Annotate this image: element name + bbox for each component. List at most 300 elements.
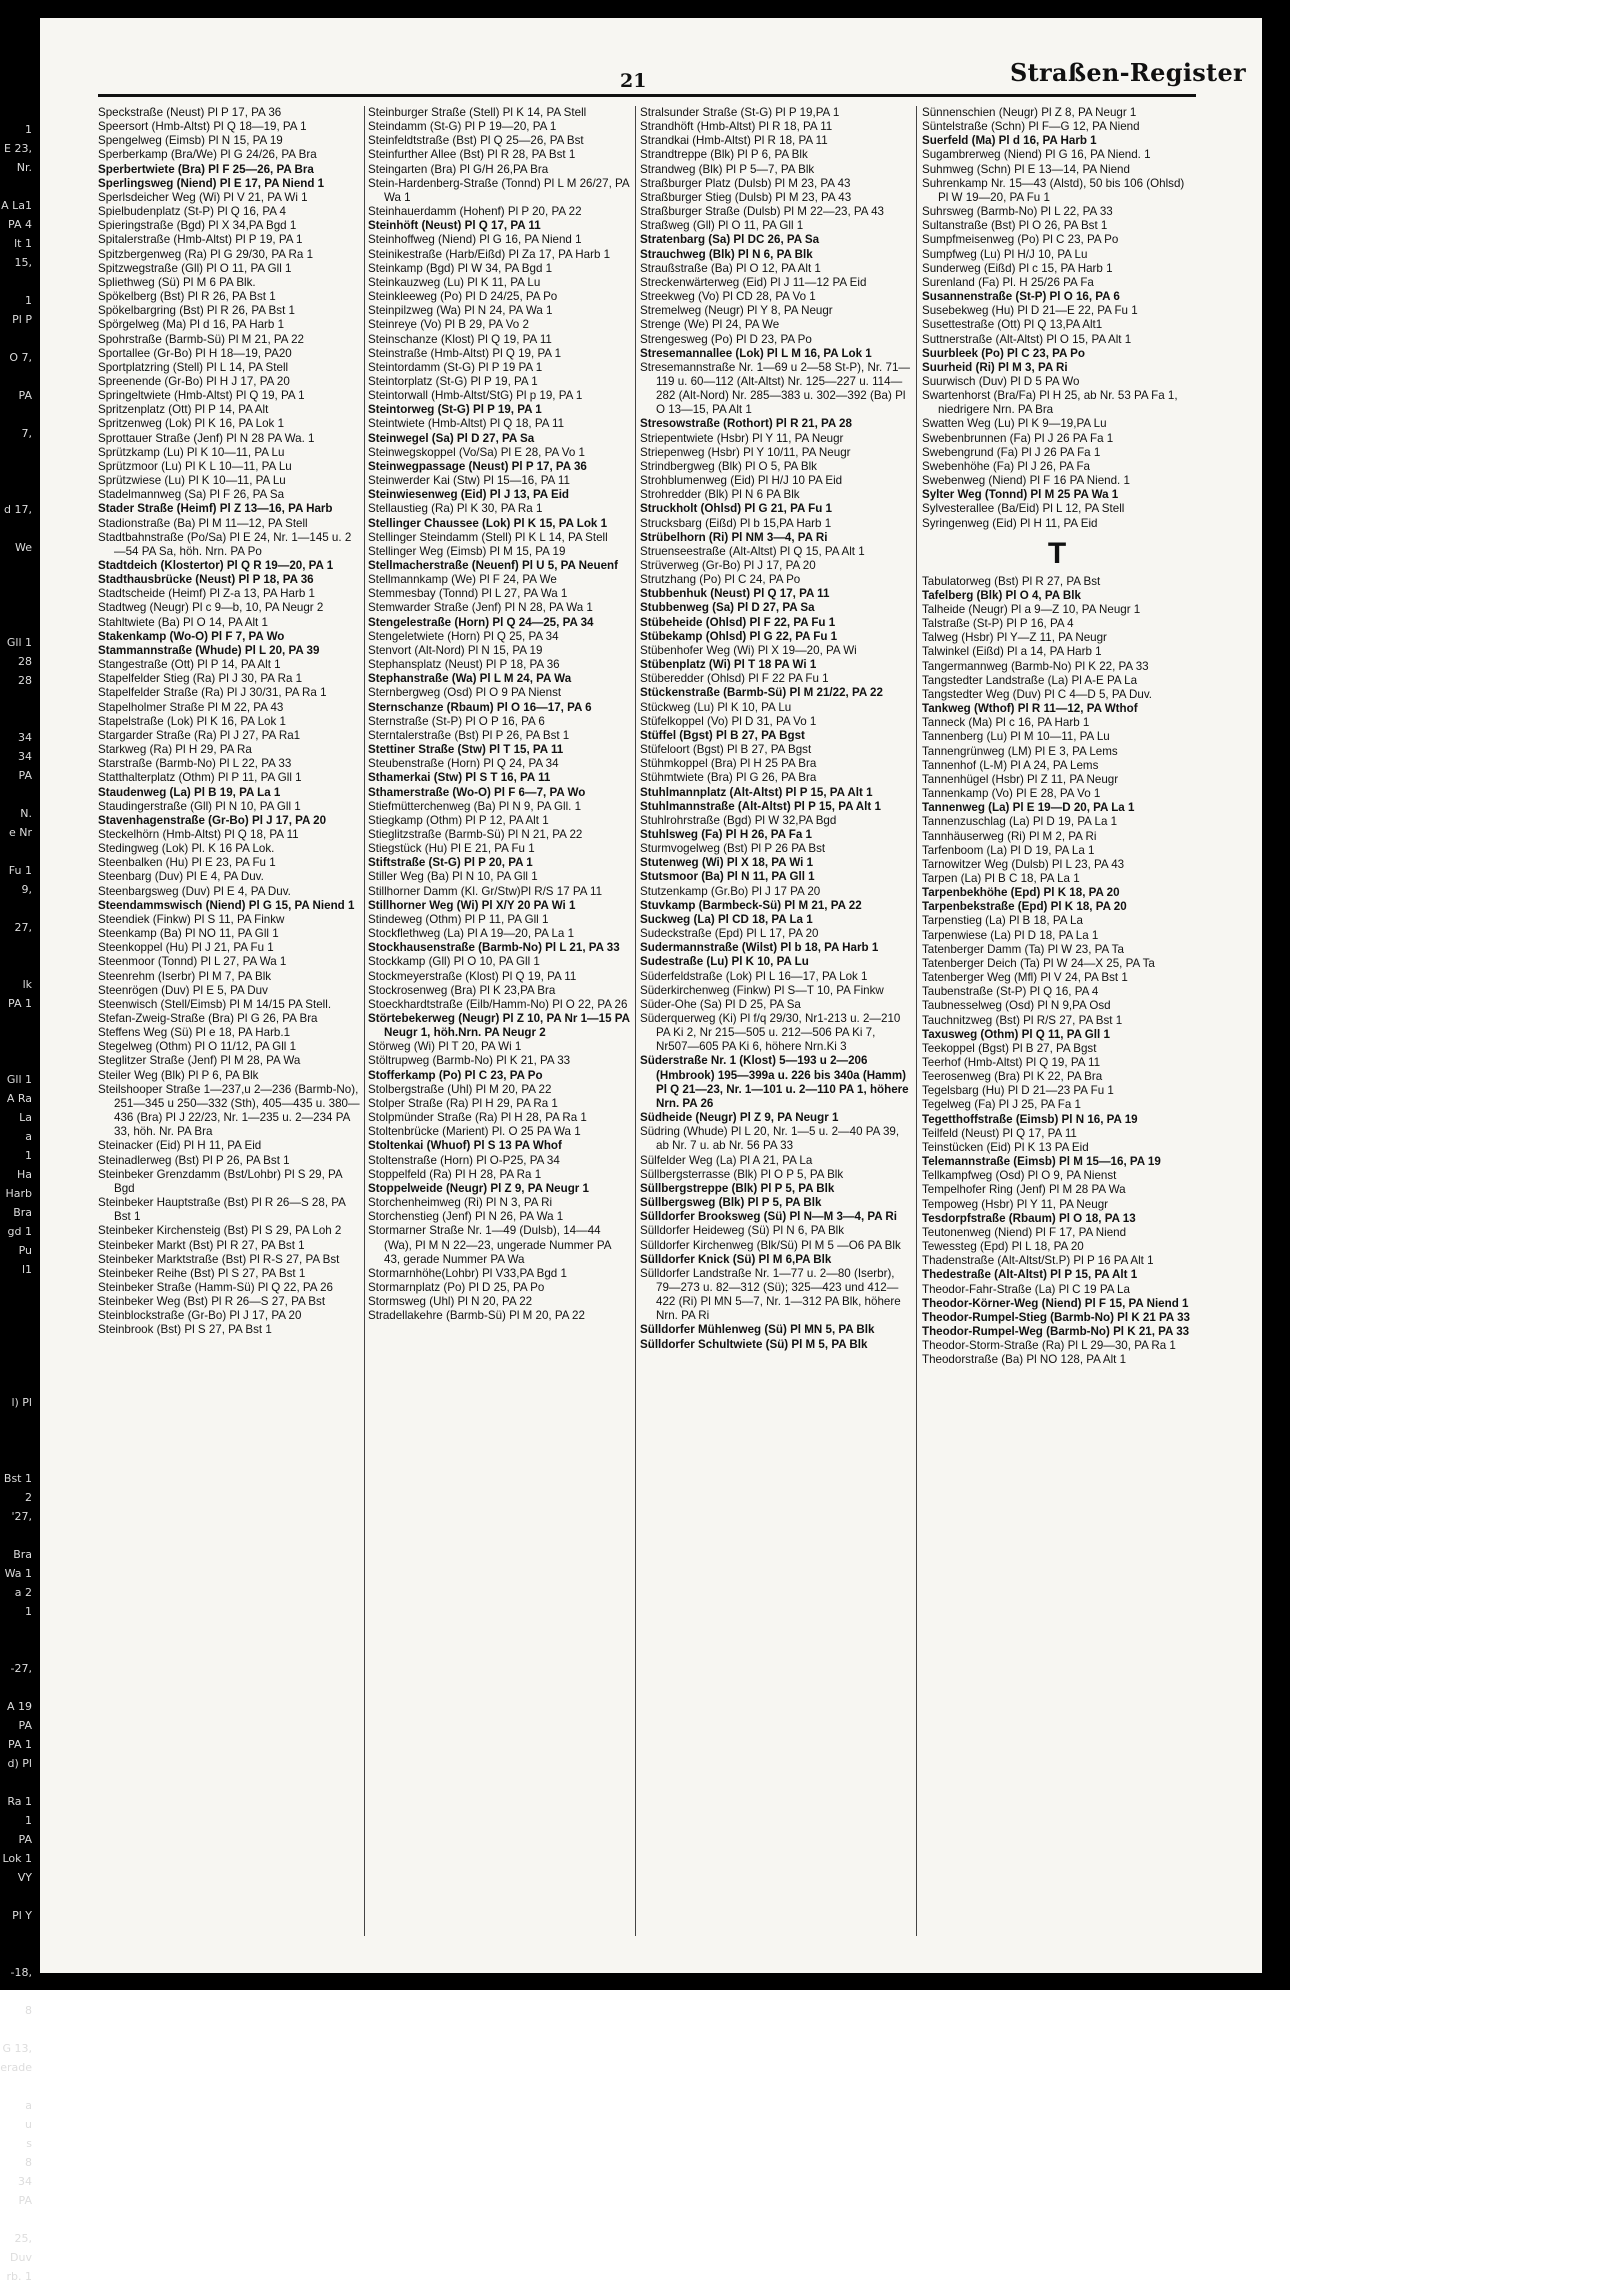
street-entry: Stiefmütterchenweg (Ba) Pl N 9, PA Gll. 1 [368,799,582,813]
street-entry: Steinbrook (Bst) Pl S 27, PA Bst 1 [98,1323,272,1337]
street-entry: Tegelsbarg (Hu) Pl D 21—23 PA Fu 1 [922,1084,1114,1098]
street-entry: Stadelmannweg (Sa) Pl F 26, PA Sa [98,488,285,502]
street-entry: Thadenstraße (Alt-Altst/St.P) Pl P 16 PA Alt 1 [922,1254,1154,1268]
margin-fragment: VY [17,1871,32,1884]
margin-fragment: Bra [13,1206,32,1219]
margin-fragment: -18, [10,1966,32,1979]
street-entry: Suerfeld (Ma) Pl d 16, PA Harb 1 [922,134,1097,148]
margin-fragment [0,1773,32,1792]
street-entry: Steinbeker Markt (Bst) Pl R 27, PA Bst 1 [98,1238,305,1252]
street-entry: Tannengrünweg (LM) Pl E 3, PA Lems [922,744,1118,758]
street-entry: Taxusweg (Othm) Pl Q 11, PA Gll 1 [922,1027,1110,1041]
street-entry: Tempelhofer Ring (Jenf) Pl M 28 PA Wa [922,1183,1126,1197]
street-entry: Steendammswisch (Niend) Pl G 15, PA Niend 1 [98,898,355,912]
margin-fragment: a 2 [14,1586,32,1599]
street-entry: Sülldorfer Knick (Sü) Pl M 6,PA Blk [640,1252,832,1266]
margin-fragment [0,785,32,804]
street-entry: Stiegstück (Hu) Pl E 21, PA Fu 1 [368,842,535,856]
street-entry: Taubenstraße (St-P) Pl Q 16, PA 4 [922,985,1099,999]
street-entry: Stuhlmannstraße (Alt-Altst) Pl P 15, PA Alt 1 [640,799,881,813]
margin-fragment: u [25,2118,32,2131]
street-entry: Tarpenstieg (La) Pl B 18, PA La [922,914,1083,928]
street-entry: Teilfeld (Neust) Pl Q 17, PA 11 [922,1126,1077,1140]
street-entry: Sylter Weg (Tonnd) Pl M 25 PA Wa 1 [922,488,1119,502]
street-entry: Suurheid (Ri) Pl M 3, PA Ri [922,360,1068,374]
street-entry: Steinburger Straße (Stell) Pl K 14, PA Stell [368,106,587,119]
street-entry: Teinstücken (Eid) Pl K 13 PA Eid [922,1140,1089,1154]
margin-fragment: 34 [18,2175,32,2188]
street-entry: Süder-Ohe (Sa) Pl D 25, PA Sa [640,997,801,1011]
street-entry: Sülldorfer Brooksweg (Sü) Pl N—M 3—4, PA Ri [640,1210,898,1224]
margin-fragment [0,614,32,633]
street-entry: Straßburger Platz (Dulsb) Pl M 23, PA 43 [640,176,851,190]
street-entry: Stockflethweg (La) Pl A 19—20, PA La 1 [368,927,575,941]
margin-fragment [0,1279,32,1298]
margin-fragment: Lok 1 [2,1852,32,1865]
register-column-3 [640,106,910,1936]
street-entry: Steinpilzweg (Wa) Pl N 24, PA Wa 1 [368,304,553,318]
street-entry: Stapelholmer Straße Pl M 22, PA 43 [98,700,284,714]
street-entry: Sumpfmeisenweg (Po) Pl C 23, PA Po [922,233,1119,247]
margin-fragment: Harb [5,1187,32,1200]
street-entry: Steinwiesenweg (Eid) Pl J 13, PA Eid [368,488,570,502]
street-entry: Tempoweg (Hsbr) Pl Y 11, PA Neugr [922,1197,1109,1211]
street-entry: Sternstraße (St-P) Pl O P 16, PA 6 [368,714,545,728]
street-entry: Spritzenplatz (Ott) Pl P 14, PA Alt [98,403,269,417]
margin-fragment: 34 [18,750,32,763]
street-entry: Steintorwall (Hmb-Altst/StG) Pl p 19, PA 1 [368,389,583,403]
street-entry: Steinreye (Vo) Pl B 29, PA Vo 2 [368,318,529,332]
margin-fragment: -27, [10,1662,32,1675]
street-entry: Striepenweg (Hsbr) Pl Y 10/11, PA Neugr [640,445,851,459]
margin-fragment: We [15,541,32,554]
street-entry: Sumpfweg (Lu) Pl H/J 10, PA Lu [922,247,1088,261]
street-entry: Stralsunder Straße (St-G) Pl P 19,PA 1 [640,106,840,119]
street-entry: Stiegkamp (Othm) Pl P 12, PA Alt 1 [368,813,549,827]
street-entry: Stapelstraße (Lok) Pl K 16, PA Lok 1 [98,714,286,728]
street-entry: Stutsmoor (Ba) Pl N 11, PA Gll 1 [640,870,815,884]
street-entry: Straußstraße (Ba) Pl O 12, PA Alt 1 [640,261,821,275]
street-entry: Steinbeker Hauptstraße (Bst) Pl R 26—S 28, PA Bst 1 [98,1196,346,1224]
margin-fragment [0,481,32,500]
street-entry: Spengelweg (Eimsb) Pl N 15, PA 19 [98,134,283,148]
street-entry: Strandtreppe (Blk) Pl P 6, PA Blk [640,148,808,162]
street-entry: Syringenweg (Eid) Pl H 11, PA Eid [922,516,1098,530]
header-rule [98,94,1196,97]
street-entry: Suckweg (La) Pl CD 18, PA La 1 [640,912,813,926]
street-entry: Strutzhang (Po) Pl C 24, PA Po [640,573,801,587]
street-entry: Spieringstraße (Bgd) Pl X 34,PA Bgd 1 [98,219,297,233]
street-entry: Sülldorfer Heideweg (Sü) Pl N 6, PA Blk [640,1224,845,1238]
column-divider [635,106,636,1936]
street-entry: Stellinger Chaussee (Lok) Pl K 15, PA Lok 1 [368,516,608,530]
street-entry: Stühmtwiete (Bra) Pl G 26, PA Bra [640,771,817,785]
street-entry: Stoppelweide (Neugr) Pl Z 9, PA Neugr 1 [368,1181,589,1195]
street-entry: Südheide (Neugr) Pl Z 9, PA Neugr 1 [640,1111,839,1125]
street-entry: Steinhöft (Neust) Pl Q 17, PA 11 [368,219,541,233]
street-entry: Stuhlmannplatz (Alt-Altst) Pl P 15, PA Alt 1 [640,785,873,799]
street-entry: Tarnowitzer Weg (Dulsb) Pl L 23, PA 43 [922,857,1125,871]
street-entry: Speersort (Hmb-Altst) Pl Q 18—19, PA 1 [98,120,307,134]
column-divider [364,106,365,1936]
margin-fragment: l1 [21,1263,32,1276]
street-entry: Straßburger Stieg (Dulsb) Pl M 23, PA 43 [640,190,852,204]
margin-fragment [0,272,32,291]
margin-fragment [0,595,32,614]
running-head: Straßen-Register [1010,58,1246,87]
street-entry: Stüberedder (Ohlsd) Pl F 22 PA Fu 1 [640,672,829,686]
street-entry: Spielbudenplatz (St-P) Pl Q 16, PA 4 [98,205,286,219]
street-entry: Stormarner Straße Nr. 1—49 (Dulsb), 14—44 (Wa), Pl M N 22—23, ungerade Nummer PA 43, gerade Nummer PA Wa [368,1224,611,1266]
margin-fragment: Bst 1 [3,1472,32,1485]
street-entry: Stapelfelder Straße (Ra) Pl J 30/31, PA Ra 1 [98,686,327,700]
street-entry: Stefan-Zweig-Straße (Bra) Pl G 26, PA Bra [98,1012,318,1025]
margin-fragment [0,1944,32,1963]
street-entry: Sperbertwiete (Bra) Pl F 25—26, PA Bra [98,162,314,176]
street-entry: Steinbeker Grenzdamm (Bst/Lohbr) Pl S 29, PA Bgd [98,1167,343,1195]
street-entry: Tarpen (La) Pl B C 18, PA La 1 [922,871,1080,885]
street-entry: Steiler Weg (Blk) Pl P 6, PA Blk [98,1068,259,1082]
street-entry: Tabulatorweg (Bst) Pl R 27, PA Bst [922,574,1101,588]
street-entry: Strindbergweg (Blk) Pl O 5, PA Blk [640,459,817,473]
register-column-2 [368,106,630,1936]
margin-fragment [0,1298,32,1317]
street-entry: Tannenkamp (Vo) Pl E 28, PA Vo 1 [922,787,1101,801]
street-entry: Tewessteg (Epd) Pl L 18, PA 20 [922,1240,1084,1254]
street-entry: Steinbeker Straße (Hamm-Sü) Pl Q 22, PA 26 [98,1280,333,1294]
margin-fragment: a [25,2099,32,2112]
street-entry: Spreenende (Gr-Bo) Pl H J 17, PA 20 [98,374,290,388]
street-entry: Tannenhof (L-M) Pl A 24, PA Lems [922,758,1099,772]
street-entry: Steinschanze (Klost) Pl Q 19, PA 11 [368,332,552,346]
margin-fragment [0,1925,32,1944]
margin-fragment: PA 4 [8,218,32,231]
street-entry: Stüfeloort (Bgst) Pl B 27, PA Bgst [640,743,812,757]
street-entry: Stutenweg (Wi) Pl X 18, PA Wi 1 [640,856,814,870]
street-entry: Steindamm (St-G) Pl P 19—20, PA 1 [368,120,557,134]
street-entry: Suurbleek (Po) Pl C 23, PA Po [922,346,1085,360]
street-entry: Stubbenweg (Sa) Pl D 27, PA Sa [640,601,815,615]
street-entry: Stormarnplatz (Po) Pl D 25, PA Po [368,1280,545,1294]
margin-fragment: erade [0,2061,32,2074]
street-entry: Stremelweg (Neugr) Pl Y 8, PA Neugr [640,304,833,318]
street-entry: Swartenhorst (Bra/Fa) Pl H 25, ab Nr. 53 PA Fa 1, niedrigere Nrn. PA Bra [922,389,1178,417]
street-entry: Stratenbarg (Sa) Pl DC 26, PA Sa [640,233,820,247]
street-entry: Strucksbarg (Eißd) Pl b 15,PA Harb 1 [640,516,832,530]
margin-fragment: '27, [11,1510,32,1523]
street-entry: Stengelestraße (Horn) Pl Q 24—25, PA 34 [368,615,594,629]
street-entry: Stettiner Straße (Stw) Pl T 15, PA 11 [368,743,564,757]
margin-fragment [0,1678,32,1697]
street-entry: Tarpenbekstraße (Epd) Pl K 18, PA 20 [922,900,1127,914]
margin-fragment [0,1355,32,1374]
margin-fragment [0,519,32,538]
street-entry: Spitzwegstraße (Gll) Pl O 11, PA Gll 1 [98,261,292,275]
street-entry: Springeltwiete (Hmb-Altst) Pl Q 19, PA 1 [98,389,305,403]
street-entry: Stoeckhardtstraße (Eilb/Hamm-No) Pl O 22, PA 26 [368,997,628,1011]
margin-fragment [0,842,32,861]
street-entry: Theodor-Storm-Straße (Ra) Pl L 29—30, PA Ra 1 [922,1339,1176,1353]
street-entry: Steintordamm (St-G) Pl P 19 PA 1 [368,360,543,374]
margin-fragment: 1 [25,1149,32,1162]
street-entry: Talwinkel (Eißd) Pl a 14, PA Harb 1 [922,645,1102,659]
margin-fragment: PA [18,389,32,402]
margin-fragment: e Nr [8,826,32,839]
street-entry: Strohblumenweg (Eid) Pl H/J 10 PA Eid [640,474,843,488]
street-entry: Steinhauerdamm (Hohenf) Pl P 20, PA 22 [368,205,582,219]
street-entry: Steffens Weg (Sü) Pl e 18, PA Harb.1 [98,1026,291,1040]
street-entry: Steendiek (Finkw) Pl S 11, PA Finkw [98,912,285,926]
margin-fragment [0,576,32,595]
street-entry: Stiller Weg (Ba) Pl N 10, PA Gll 1 [368,870,538,884]
street-entry: Steinadlerweg (Bst) Pl P 26, PA Bst 1 [98,1153,290,1167]
margin-fragment [0,1450,32,1469]
street-entry: Sünnenschien (Neugr) Pl Z 8, PA Neugr 1 [922,106,1137,119]
street-entry: Strüverweg (Gr-Bo) Pl J 17, PA 20 [640,559,816,572]
street-entry: Strenge (We) Pl 24, PA We [640,318,780,332]
street-entry: Struckholt (Ohlsd) Pl G 21, PA Fu 1 [640,502,832,516]
street-entry: Stresemannstraße Nr. 1—69 u 2—58 St-P), Nr. 71—119 u. 60—112 (Alt-Altst) Nr. 125—227 u. 114—282 (Alt-Nord) Nr. 285—383 u. 302—392 (Ba) Pl O 13—15, PA Alt 1 [640,360,910,417]
margin-fragment [0,1032,32,1051]
street-entry: Stübekamp (Ohlsd) Pl G 22, PA Fu 1 [640,629,838,643]
margin-fragment: Duv [10,2251,32,2264]
margin-fragment [0,1621,32,1640]
street-entry: Tarfenboom (La) Pl D 19, PA La 1 [922,843,1095,857]
margin-fragment [0,177,32,196]
street-entry: Steckelhörn (Hmb-Altst) Pl Q 18, PA 11 [98,827,299,841]
margin-fragment [0,405,32,424]
margin-fragment: PA [18,2194,32,2207]
street-entry: Sülldorfer Landstraße Nr. 1—77 u. 2—80 (Iserbr), 79—273 u. 82—312 (Sü); 325—423 und 412—422 (Ri) Pl MN 5—7, Nr. 1—312 PA Blk, höhere Nrn. PA Ri [640,1266,901,1323]
margin-fragment: 1 [25,1605,32,1618]
street-entry: Susebekweg (Hu) Pl D 21—E 22, PA Fu 1 [922,304,1138,318]
street-entry: Staudingerstraße (Gll) Pl N 10, PA Gll 1 [98,799,301,813]
street-entry: Stadtbahnstraße (Po/Sa) Pl E 24, Nr. 1—145 u. 2—54 PA Sa, höh. Nrn. PA Po [98,530,352,558]
street-entry: Steinwegel (Sa) Pl D 27, PA Sa [368,431,535,445]
street-entry: Stargarder Straße (Ra) Pl J 27, PA Ra1 [98,728,301,742]
street-entry: Stradellakehre (Barmb-Sü) Pl M 20, PA 22 [368,1309,585,1323]
street-entry: Straßburger Straße (Dulsb) Pl M 22—23, PA 43 [640,205,884,219]
street-entry: Süllbergstreppe (Blk) Pl P 5, PA Blk [640,1181,835,1195]
street-entry: Steenwisch (Stell/Eimsb) Pl M 14/15 PA Stell. [98,997,332,1011]
street-entry: Tatenberger Weg (Mfl) Pl V 24, PA Bst 1 [922,971,1128,985]
street-entry: Süllbergsterrasse (Blk) Pl O P 5, PA Blk [640,1167,844,1181]
street-entry: Steingarten (Bra) Pl G/H 26,PA Bra [368,162,549,176]
margin-fragment: gd 1 [7,1225,32,1238]
street-entry: Steinkleeweg (Po) Pl D 24/25, PA Po [368,290,558,304]
margin-fragment [0,1526,32,1545]
margin-fragment: s [26,2137,32,2150]
street-entry: Süntelstraße (Schn) Pl F—G 12, PA Niend [922,120,1140,134]
street-entry: Stoltenkai (Whuof) Pl S 13 PA Whof [368,1139,562,1153]
street-entry: Stellaustieg (Ra) Pl K 30, PA Ra 1 [368,502,543,516]
street-entry: Steinkamp (Bgd) Pl W 34, PA Bgd 1 [368,261,553,275]
street-entry: Stockhausenstraße (Barmb-No) Pl L 21, PA 33 [368,941,620,955]
margin-fragment [0,2077,32,2096]
street-entry: Tafelberg (Blk) Pl O 4, PA Blk [922,588,1081,602]
street-entry: Sthamerstraße (Wo-O) Pl F 6—7, PA Wo [368,785,586,799]
street-entry: Steinacker (Eid) Pl H 11, PA Eid [98,1139,262,1153]
margin-fragment: G 13, [2,2042,32,2055]
street-entry: Steinblockstraße (Gr-Bo) Pl J 17, PA 20 [98,1309,302,1323]
street-entry: Stresowstraße (Rothort) Pl R 21, PA 28 [640,417,852,431]
street-entry: Stadionstraße (Ba) Pl M 11—12, PA Stell [98,516,308,530]
street-entry: Steenrögen (Duv) Pl E 5, PA Duv [98,983,268,997]
street-entry: Stemmesbay (Tonnd) Pl L 27, PA Wa 1 [368,587,568,601]
street-entry: Spohrstraße (Barmb-Sü) Pl M 21, PA 22 [98,332,304,346]
margin-fragment: 25, [14,2232,32,2245]
street-entry: Telemannstraße (Eimsb) Pl M 15—16, PA 19 [922,1155,1161,1169]
street-entry: Swebengrund (Fa) Pl J 26 PA Fa 1 [922,445,1101,459]
margin-fragment: Fu 1 [8,864,32,877]
street-entry: Tellkampfweg (Osd) Pl O 9, PA Nienst [922,1169,1117,1183]
street-entry: Teerosenweg (Bra) Pl K 22, PA Bra [922,1070,1103,1084]
margin-fragment: Ha [16,1168,32,1181]
street-entry: Strandkai (Hmb-Altst) Pl R 18, PA 11 [640,134,828,148]
margin-fragment: Wa 1 [4,1567,32,1580]
street-entry: Tangermannweg (Barmb-No) Pl K 22, PA 33 [922,659,1149,673]
street-entry: Theodor-Rumpel-Weg (Barmb-No) Pl K 21, PA 33 [922,1324,1190,1338]
street-entry: Sperlsdeicher Weg (Wi) Pl V 21, PA Wi 1 [98,190,308,204]
street-entry: Strauchweg (Blk) Pl N 6, PA Blk [640,247,813,261]
margin-fragment: Pl P [12,313,32,326]
street-entry: Tannenberg (Lu) Pl M 10—11, PA Lu [922,730,1110,744]
street-entry: Steubenstraße (Horn) Pl Q 24, PA 34 [368,757,559,771]
street-entry: Stuhlrohrstraße (Bgd) Pl W 32,PA Bgd [640,813,837,827]
street-entry: Suhrenkamp Nr. 15—43 (Alstd), 50 bis 106 (Ohlsd) Pl W 19—20, PA Fu 1 [922,176,1185,204]
street-entry: Tarpenbekhöhe (Epd) Pl K 18, PA 20 [922,886,1120,900]
street-entry: Stückenstraße (Barmb-Sü) Pl M 21/22, PA 22 [640,686,883,700]
street-entry: Tatenberger Deich (Ta) Pl W 24—X 25, PA Ta [922,956,1155,970]
street-entry: Staudenweg (La) Pl B 19, PA La 1 [98,785,281,799]
street-entry: Teerhof (Hmb-Altst) Pl Q 19, PA 11 [922,1056,1101,1069]
margin-fragment: 2 [25,1491,32,1504]
street-entry: Stammannstraße (Whude) Pl L 20, PA 39 [98,643,320,657]
street-entry: Steinhoffweg (Niend) Pl G 16, PA Niend 1 [368,233,582,247]
street-entry: Stapelfelder Stieg (Ra) Pl J 30, PA Ra 1 [98,672,303,686]
street-entry: Spökelberg (Bst) Pl R 26, PA Bst 1 [98,290,276,304]
margin-fragment: 7, [21,427,32,440]
left-page-margin-fragments [0,120,32,2286]
street-entry: Stemwarder Straße (Jenf) Pl N 28, PA Wa 1 [368,601,593,615]
margin-fragment: N. [20,807,32,820]
margin-fragment: 9, [21,883,32,896]
street-entry: Stoltenstraße (Horn) Pl O-P25, PA 34 [368,1153,560,1167]
margin-fragment [0,1336,32,1355]
street-entry: Stormarnhöhe(Lohbr) Pl V33,PA Bgd 1 [368,1266,567,1280]
street-entry: Tarpenwiese (La) Pl D 18, PA La 1 [922,928,1099,942]
street-entry: Stadtdeich (Klostertor) Pl Q R 19—20, PA 1 [98,559,334,572]
street-entry: Striepentwiete (Hsbr) Pl Y 11, PA Neugr [640,431,844,445]
street-entry: Sülldorfer Schultwiete (Sü) Pl M 5, PA Blk [640,1337,868,1351]
street-entry: Steenbalken (Hu) Pl E 23, PA Fu 1 [98,856,276,870]
street-entry: Strohredder (Blk) Pl N 6 PA Blk [640,488,800,502]
street-entry: Streekweg (Vo) Pl CD 28, PA Vo 1 [640,290,816,304]
margin-fragment: 1 [25,1814,32,1827]
street-entry: Sturmvogelweg (Bst) Pl P 26 PA Bst [640,842,826,856]
margin-fragment [0,462,32,481]
street-entry: Tauchnitzweg (Bst) Pl R/S 27, PA Bst 1 [922,1013,1123,1027]
margin-fragment: 8 [25,2004,32,2017]
street-entry: Steinbeker Kirchensteig (Bst) Pl S 29, PA Loh 2 [98,1224,342,1238]
street-entry: Stahltwiete (Ba) Pl O 14, PA Alt 1 [98,615,268,629]
street-entry: Steinikestraße (Harb/Eißd) Pl Za 17, PA Harb 1 [368,247,611,261]
margin-fragment [0,1051,32,1070]
margin-fragment: 28 [18,674,32,687]
street-entry: Talweg (Hsbr) Pl Y—Z 11, PA Neugr [922,631,1107,645]
margin-fragment: lk [22,978,32,991]
margin-fragment: PA [18,769,32,782]
street-entry: Stephansplatz (Neust) Pl P 18, PA 36 [368,658,560,672]
street-entry: Suhrsweg (Barmb-No) Pl L 22, PA 33 [922,205,1113,219]
street-entry: Steenkamp (Ba) Pl NO 11, PA Gll 1 [98,927,279,941]
street-entry: Tegetthoffstraße (Eimsb) Pl N 16, PA 19 [922,1112,1138,1126]
margin-fragment [0,329,32,348]
margin-fragment: d) Pl [7,1757,32,1770]
margin-fragment [0,1013,32,1032]
street-entry: Susannenstraße (St-P) Pl O 16, PA 6 [922,290,1120,304]
street-entry: Steinfurther Allee (Bst) Pl R 28, PA Bst 1 [368,148,576,162]
street-entry: Theodor-Körner-Weg (Niend) Pl F 15, PA Niend 1 [922,1296,1189,1310]
street-entry: Steinwerder Kai (Stw) Pl 15—16, PA 11 [368,474,570,488]
street-entry: Stüfelkoppel (Vo) Pl D 31, PA Vo 1 [640,714,817,728]
street-entry: Stellmacherstraße (Neuenf) Pl U 5, PA Neuenf [368,559,618,572]
street-entry: Stoppelfeld (Ra) Pl H 28, PA Ra 1 [368,1167,542,1181]
street-entry: Suhmweg (Schn) Pl E 13—14, PA Niend [922,162,1130,176]
street-entry: Steenkoppel (Hu) Pl J 21, PA Fu 1 [98,941,274,955]
margin-fragment: 15, [14,256,32,269]
street-entry: Stübeheide (Ohlsd) Pl F 22, PA Fu 1 [640,615,836,629]
street-entry: Stader Straße (Heimf) Pl Z 13—16, PA Harb [98,502,333,516]
street-entry: Steenmoor (Tonnd) Pl L 27, PA Wa 1 [98,955,287,969]
street-entry: Talheide (Neugr) Pl a 9—Z 10, PA Neugr 1 [922,603,1141,616]
street-entry: Süderkirchenweg (Finkw) Pl S—T 10, PA Finkw [640,983,884,997]
street-entry: Thedestraße (Alt-Altst) Pl P 15, PA Alt 1 [922,1268,1138,1282]
street-entry: Taubnesselweg (Osd) Pl N 9,PA Osd [922,999,1111,1013]
street-entry: Stengeletwiete (Horn) Pl Q 25, PA 34 [368,629,559,643]
margin-fragment [0,2210,32,2229]
street-entry: Sugambrerweg (Niend) Pl G 16, PA Niend. 1 [922,148,1151,162]
street-entry: Susettestraße (Ott) Pl Q 13,PA Alt1 [922,318,1103,332]
street-entry: Spökelbargring (Bst) Pl R 26, PA Bst 1 [98,304,295,318]
street-entry: Theodor-Fahr-Straße (La) Pl C 19 PA La [922,1282,1130,1296]
street-entry: Sülldorfer Mühlenweg (Sü) Pl MN 5, PA Blk [640,1323,875,1337]
street-entry: Stadtweg (Neugr) Pl c 9—b, 10, PA Neugr 2 [98,601,324,615]
street-entry: Süllbergsweg (Blk) Pl P 5, PA Blk [640,1196,822,1210]
margin-fragment: d 17, [4,503,32,516]
street-entry: Statthalterplatz (Othm) Pl P 11, PA Gll 1 [98,771,302,785]
street-entry: Tatenberger Damm (Ta) Pl W 23, PA Ta [922,942,1124,956]
street-entry: Storchenheimweg (Ri) Pl N 3, PA Ri [368,1196,553,1210]
street-entry: Steintorweg (St-G) Pl P 19, PA 1 [368,403,542,417]
street-entry: Swebenweg (Niend) Pl F 16 PA Niend. 1 [922,474,1130,488]
street-entry: Störtebekerweg (Neugr) Pl Z 10, PA Nr 1—15 PA Neugr 1, höh.Nrn. PA Neugr 2 [368,1012,630,1040]
section-letter: T [1047,536,1067,570]
street-entry: Stübenhofer Weg (Wi) Pl X 19—20, PA Wi [640,643,857,657]
street-entry: Sperberkamp (Bra/We) Pl G 24/26, PA Bra [98,148,317,162]
margin-fragment: PA 1 [8,997,32,1010]
margin-fragment: Gll 1 [6,636,32,649]
street-entry: Stieglitzstraße (Barmb-Sü) Pl N 21, PA 22 [368,827,583,841]
street-entry: Steenbargsweg (Duv) Pl E 4, PA Duv. [98,884,291,898]
margin-fragment [0,367,32,386]
margin-fragment: 34 [18,731,32,744]
street-entry: Spörgelweg (Ma) Pl d 16, PA Harb 1 [98,318,285,332]
street-entry: Strübelhorn (Ri) Pl NM 3—4, PA Ri [640,530,828,544]
street-entry: Sthamerkai (Stw) Pl S T 16, PA 11 [368,771,551,785]
street-entry: Stillhorner Damm (Kl. Gr/Stw)Pl R/S 17 PA 11 [368,884,603,898]
street-entry: Tannenhügel (Hsbr) Pl Z 11, PA Neugr [922,772,1119,786]
